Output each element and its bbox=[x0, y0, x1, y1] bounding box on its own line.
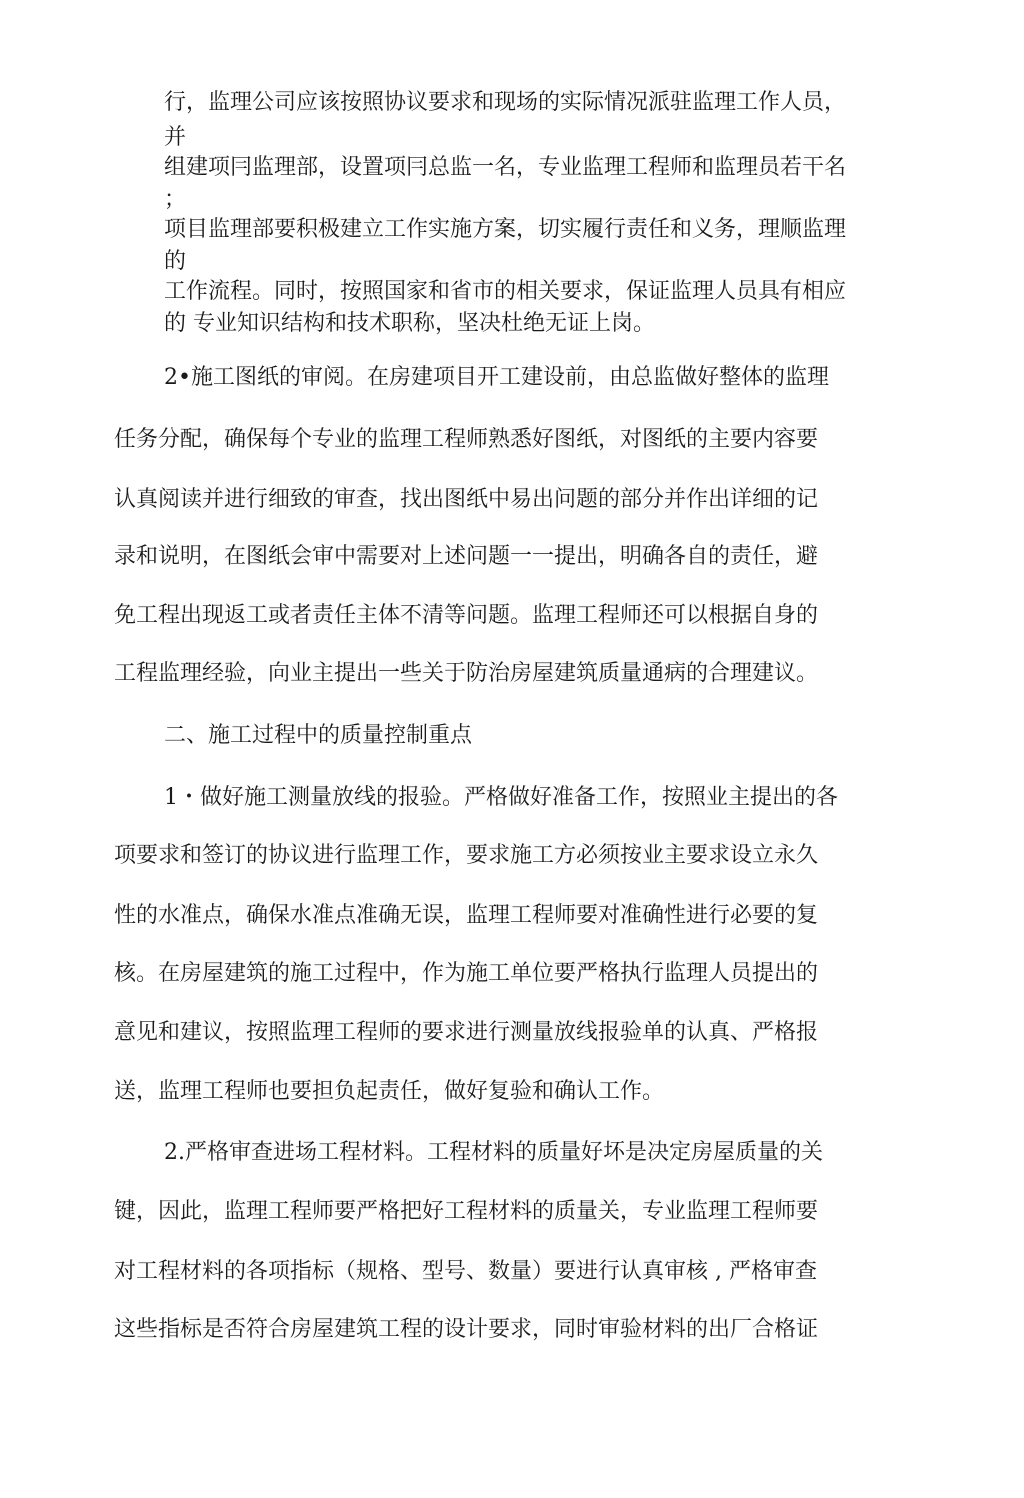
text-line: 工作流程。同时，按照国家和省市的相关要求，保证监理人员具有相应 bbox=[164, 279, 847, 304]
paragraph-line: 项要求和签订的协议进行监理工作，要求施工方必须按业主要求设立永久 bbox=[114, 843, 819, 868]
text-line: 组建项冃监理部，设置项冃总监一名，专业监理工程师和监理员若干名 bbox=[164, 155, 847, 180]
paragraph-line: 性的水准点，确保水准点准确无误，监理工程师要对准确性进行必要的复 bbox=[114, 903, 819, 928]
text-line: 的 bbox=[164, 249, 187, 274]
paragraph-line: 工程监理经验，向业主提出一些关于防治房屋建筑质量通病的合理建议。 bbox=[114, 661, 819, 686]
paragraph-line: 录和说明，在图纸会审中需要对上述问题一一提出，明确各自的责任，避 bbox=[114, 544, 819, 569]
paragraph-line: 核。在房屋建筑的施工过程中，作为施工单位要严格执行监理人员提出的 bbox=[114, 961, 819, 986]
paragraph-line: 2•施工图纸的审阅。在房建项目开工建设前，由总监做好整体的监理 bbox=[164, 365, 829, 390]
paragraph-line: 意见和建议，按照监理工程师的要求进行测量放线报验单的认真、严格报 bbox=[114, 1020, 819, 1045]
paragraph-line: 任务分配，确保每个专业的监理工程师熟悉好图纸，对图纸的主要内容要 bbox=[114, 427, 819, 452]
section-heading: 二、施工过程中的质量控制重点 bbox=[164, 723, 473, 748]
text-line: 项目监理部要积极建立工作实施方案，切实履行责任和义务，理顺监理 bbox=[164, 217, 847, 242]
paragraph-line: 键，因此，监理工程师要严格把好工程材料的质量关，专业监理工程师要 bbox=[114, 1199, 819, 1224]
text-line: 行，监理公司应该按照协议要求和现场的实际情况派驻监理工作人员， bbox=[164, 90, 847, 115]
paragraph-line: 认真阅读并进行细致的审查，找出图纸中易出问题的部分并作出详细的记 bbox=[114, 487, 819, 512]
paragraph-line: 2.严格审查进场工程材料。工程材料的质量好坏是决定房屋质量的关 bbox=[164, 1140, 823, 1165]
text-line: 的 专业知识结构和技术职称，坚决杜绝无证上岗。 bbox=[164, 311, 655, 336]
text-line: ； bbox=[164, 187, 187, 212]
paragraph-line: 对工程材料的各项指标（规格、型号、数量）要进行认真审核 , 严格审查 bbox=[114, 1259, 817, 1284]
paragraph-line: 免工程出现返工或者责任主体不清等问题。监理工程师还可以根据自身的 bbox=[114, 603, 819, 628]
text-line: 并 bbox=[164, 125, 187, 150]
paragraph-line: 这些指标是否符合房屋建筑工程的设计要求，同时审验材料的出厂合格证 bbox=[114, 1317, 819, 1342]
paragraph-line: 1・做好施工测量放线的报验。严格做好准备工作，按照业主提出的各 bbox=[164, 785, 838, 810]
paragraph-line: 送，监理工程师也要担负起责任，做好复验和确认工作。 bbox=[114, 1079, 665, 1104]
